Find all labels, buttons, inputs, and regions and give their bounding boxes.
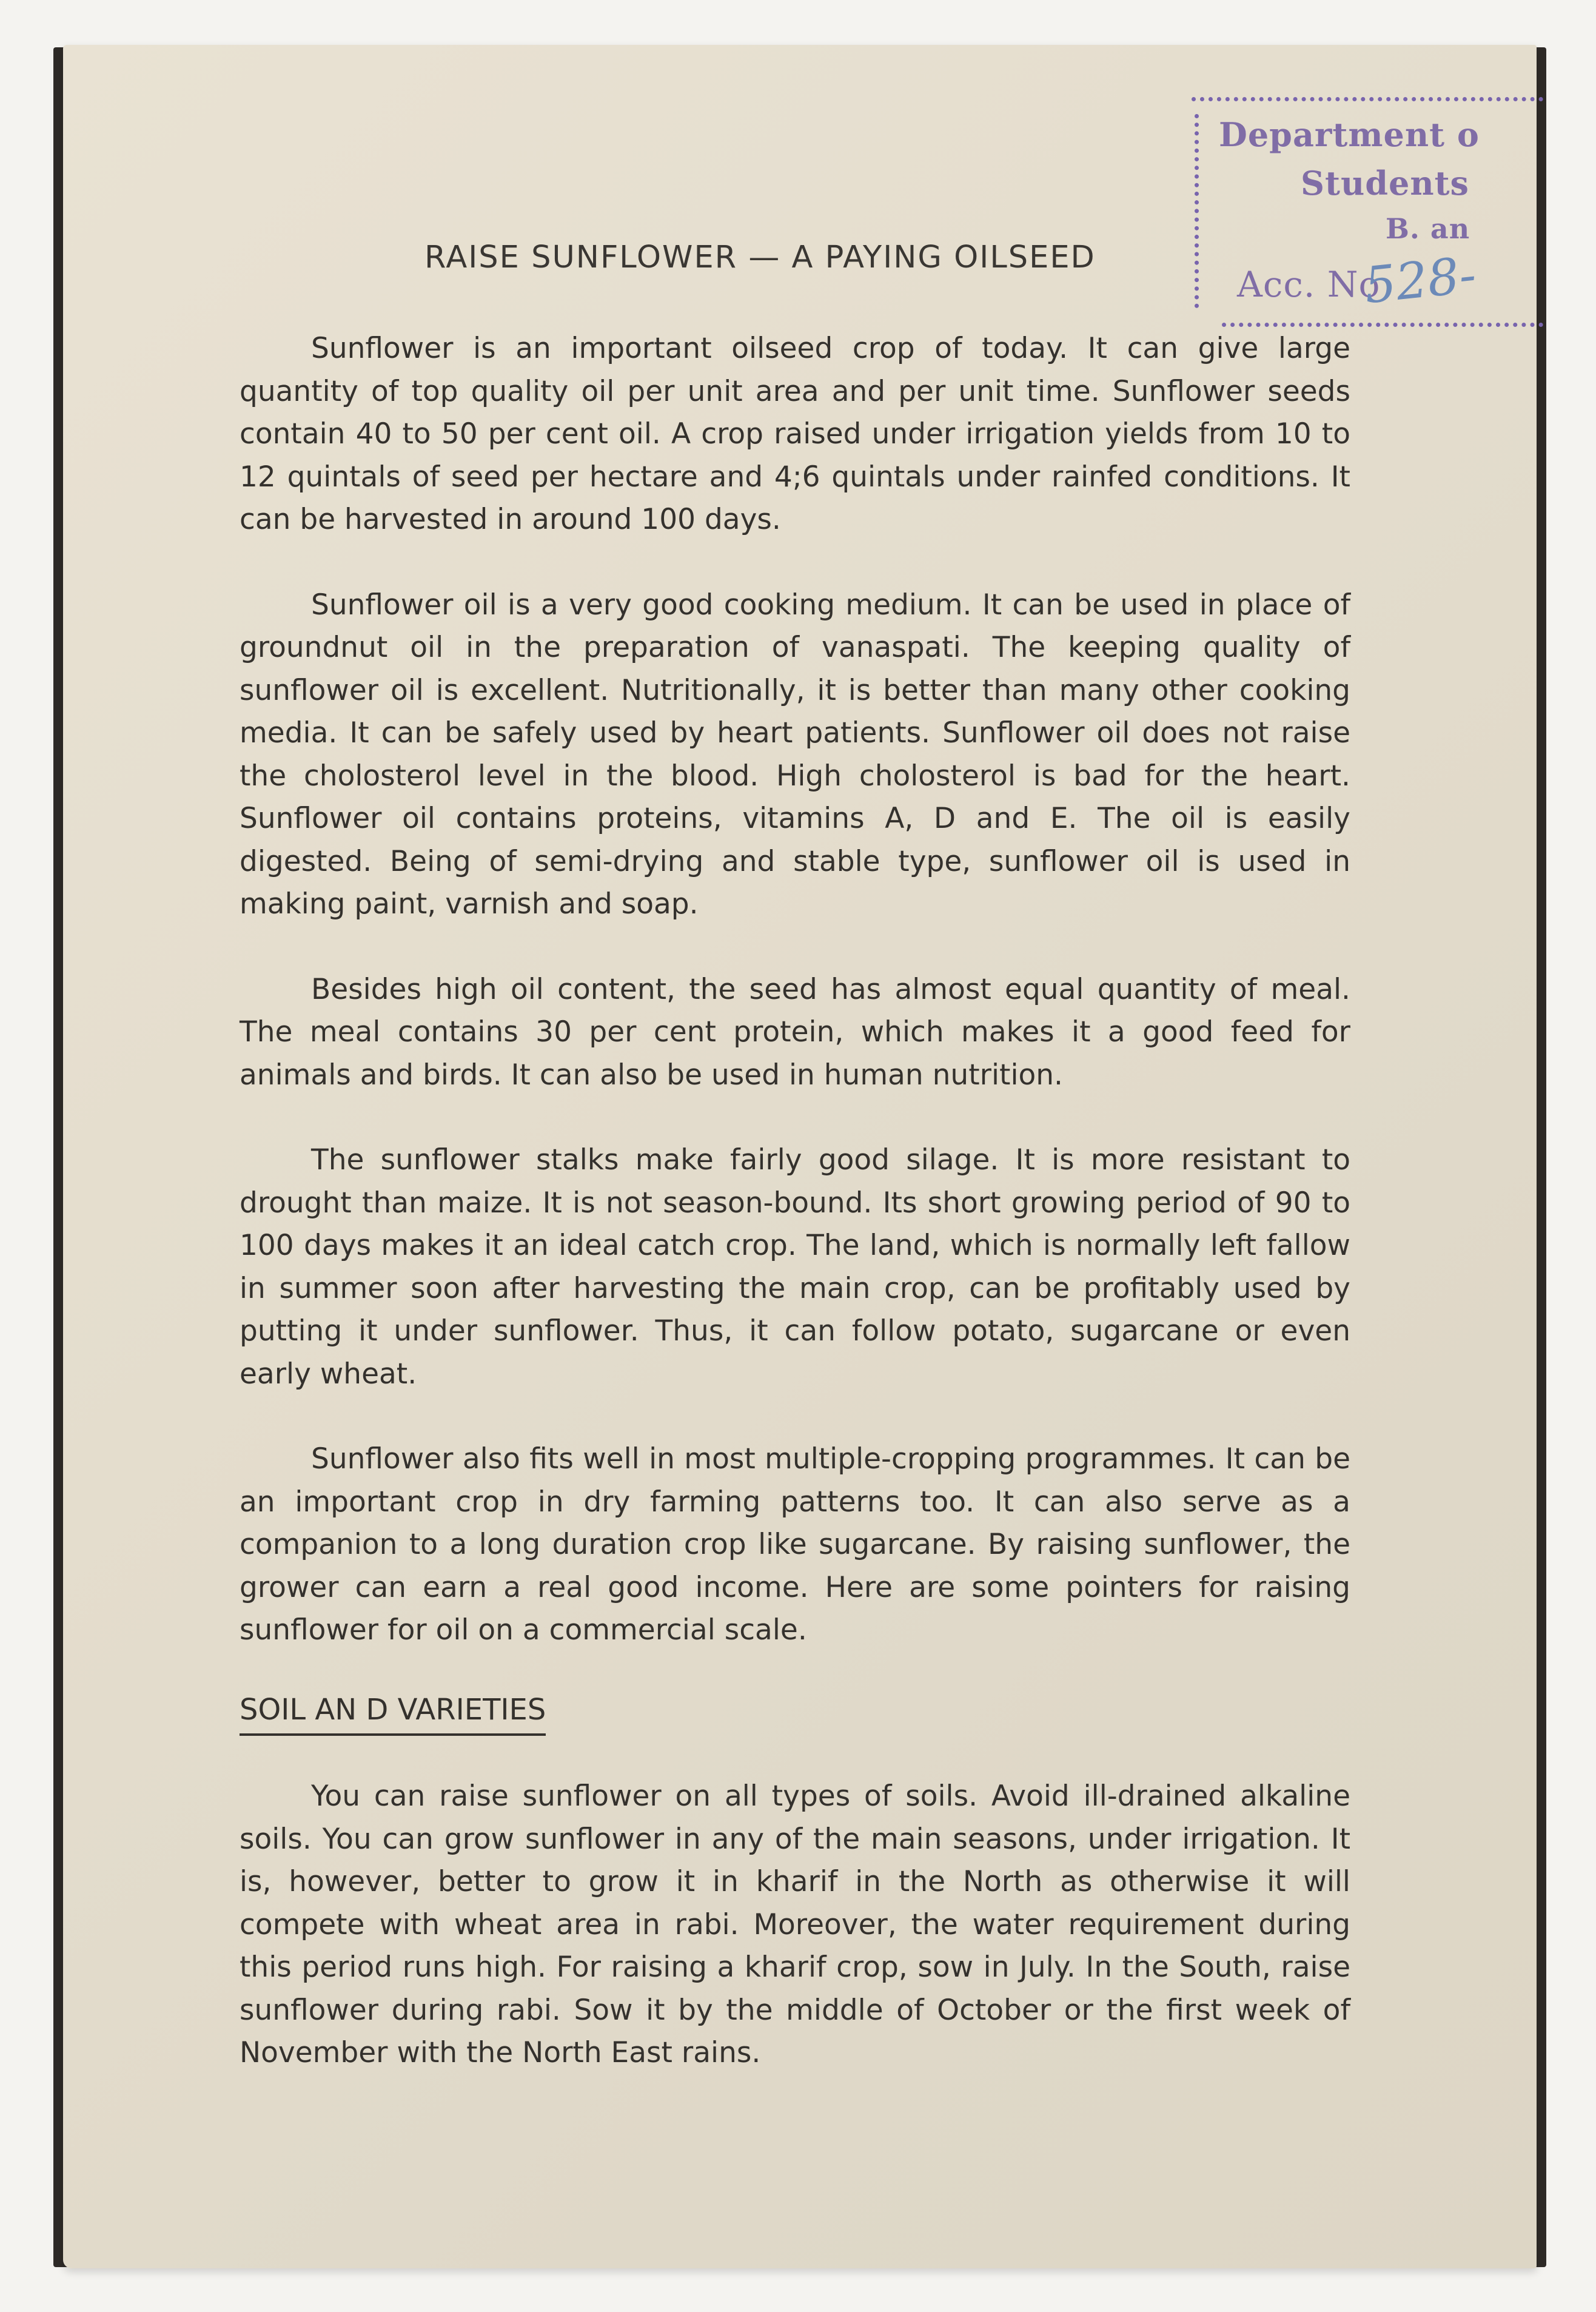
stamp-border: [1192, 97, 1543, 101]
library-stamp: [1192, 97, 1543, 334]
paragraph: The sunflower stalks make fairly good silage. It is more resistant to drought than maize. It is not season-bound. Its short growing period of 90 to 100 days makes it an ideal catch crop. The land, which is normally left fallow in summer soon after harvesting the main crop, can be profitably used by putting it under sunflower. Thus, it can follow potato, sugarcane or even early wheat.: [240, 1143, 1350, 1391]
paragraph: Sunflower also fits well in most multiple-cropping programmes. It can be an important crop in dry farming patterns too. It can also serve as a companion to a long duration crop like sugarcane. By raising sunflower, the grower can earn a real good income. Here are some pointers for raising sunflower for oil on a commercial scale.: [240, 1442, 1350, 1647]
section-heading: SOIL AN D VARIETIES: [240, 1689, 546, 1736]
stamp-acc-label: Acc. No: [1237, 264, 1381, 305]
stamp-students: Students: [1301, 164, 1469, 203]
document-title: RAISE SUNFLOWER — A PAYING OILSEED: [424, 240, 1096, 275]
stamp-border: [1195, 114, 1199, 308]
document-body: [240, 328, 1350, 2117]
paragraph: You can raise sunflower on all types of soils. Avoid ill-drained alkaline soils. You can grow sunflower in any of the main seasons, under irrigation. It is, however, better to grow it in kharif in the North as otherwise it will compete with wheat area in rabi. Moreover, the water requirement during this period runs high. For raising a kharif crop, sow in July. In the South, raise sunflower during rabi. Sow it by the middle of October or the first week of November with the North East rains.: [240, 1779, 1350, 2069]
stamp-location: B. an: [1386, 212, 1470, 245]
paragraph: Besides high oil content, the seed has almost equal quantity of meal. The meal contains 30 per cent protein, which makes it a good feed for animals and birds. It can also be used in human nutrition.: [240, 972, 1350, 1092]
section-heading-wrap: [240, 1689, 1350, 1776]
paragraph: Sunflower oil is a very good cooking medium. It can be used in place of groundnut oil in the preparation of vanaspati. The keeping quality of sunflower oil is excellent. Nutritionally, it is better than many other cooking media. It can be safely used by heart patients. Sunflower oil does not raise the cholosterol level in the blood. High cholosterol is bad for the heart. Sunflower oil contains proteins, vitamins A, D and E. The oil is easily digested. Being of semi-drying and stable type, sunflower oil is used in making paint, varnish and soap.: [240, 588, 1350, 921]
handwritten-acc-number: 528-: [1361, 246, 1479, 315]
stamp-department: Department o: [1219, 115, 1480, 154]
stamp-border: [1222, 323, 1543, 327]
paragraph: Sunflower is an important oilseed crop of today. It can give large quantity of top quality oil per unit area and per unit time. Sunflower seeds contain 40 to 50 per cent oil. A crop raised under irrigation yields from 10 to 12 quintals of seed per hectare and 4;6 quintals under rainfed conditions. It can be harvested in around 100 days.: [240, 332, 1350, 536]
